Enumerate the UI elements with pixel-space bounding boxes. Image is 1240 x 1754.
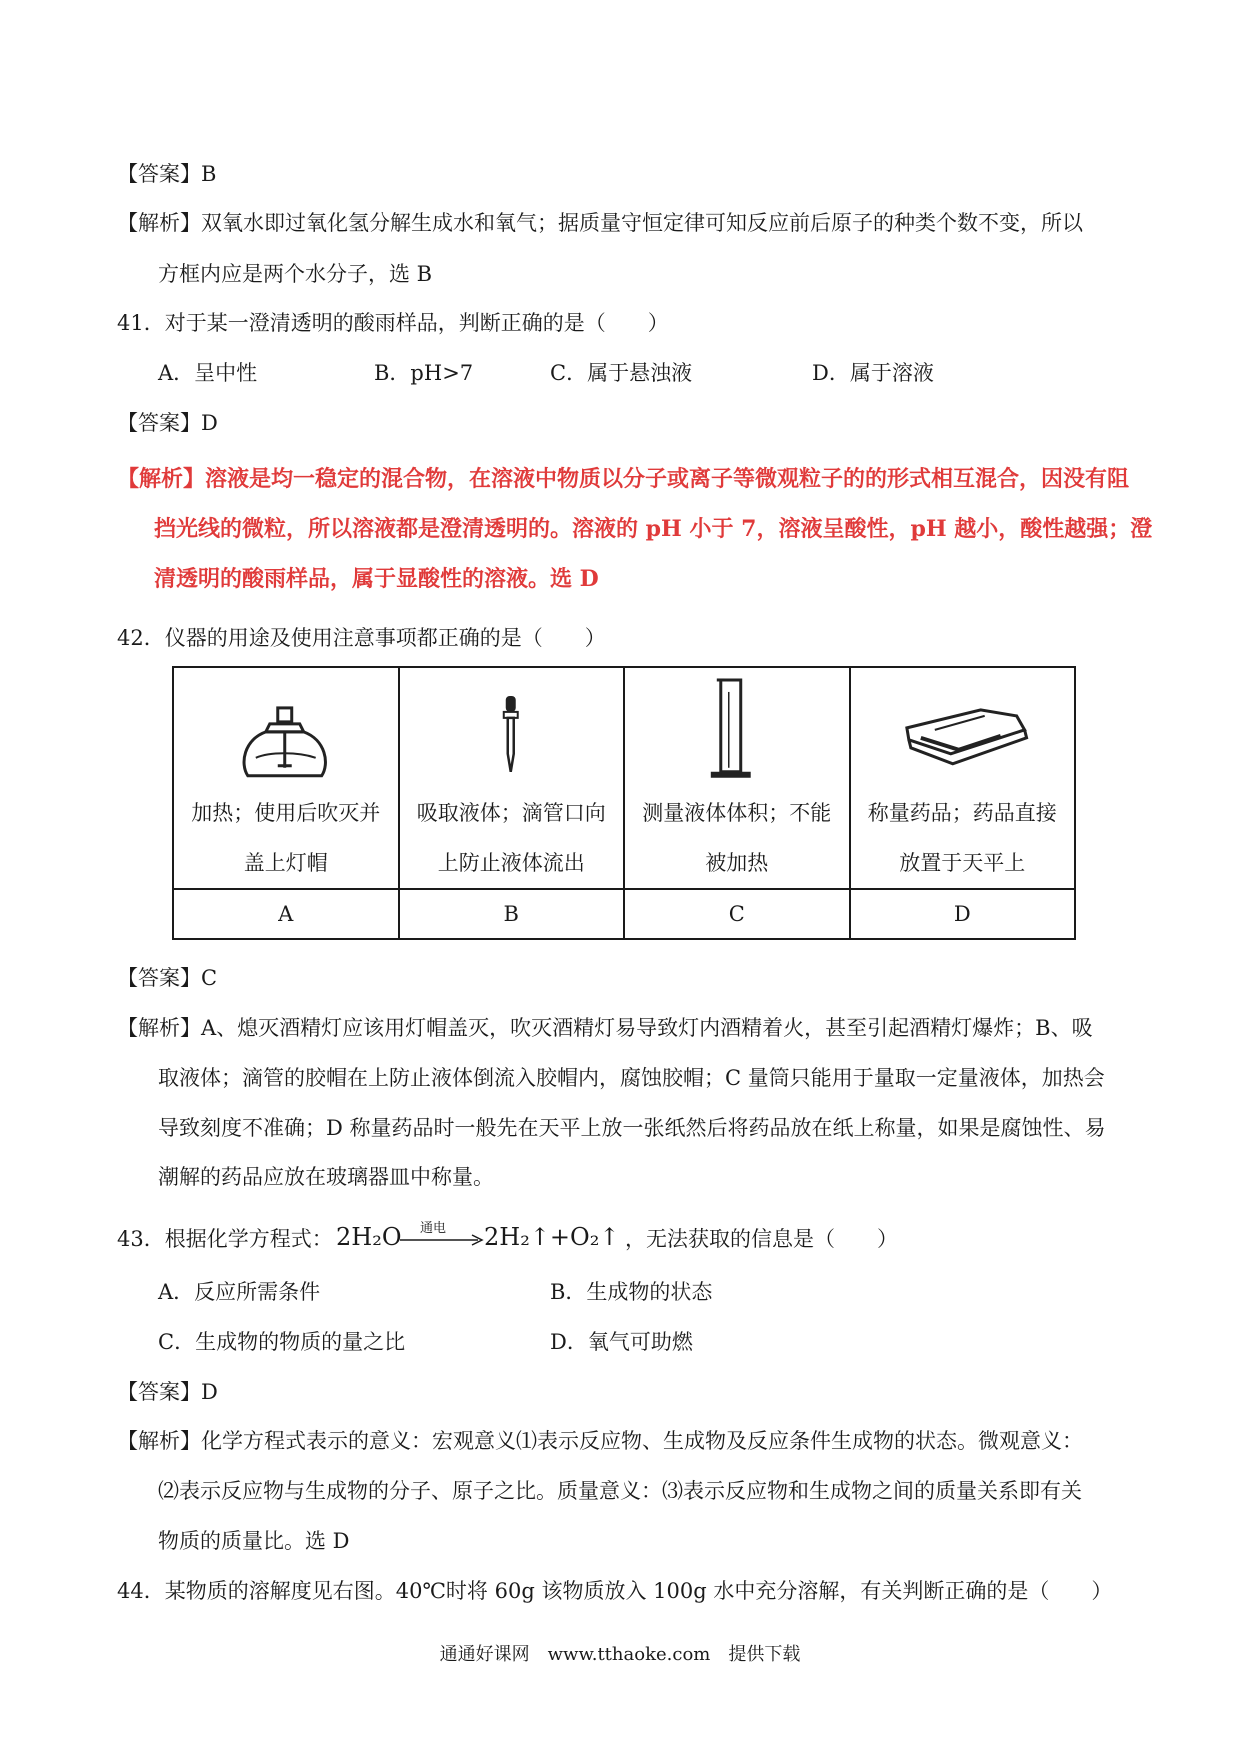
instrument-cell-b [399,667,625,889]
question-43-suffix: ，无法获取的信息是（ ） [625,1227,898,1251]
dropper-icon [400,668,623,786]
instrument-cell-c [624,667,850,889]
alcohol-lamp-icon [174,668,397,786]
cell-a-description: 加热；使用后吹灭并 盖上灯帽 [191,801,381,875]
q41-option-d: D．属于溶液 [812,361,934,385]
question-44: 44．某物质的溶解度见右图。40℃时将 60g 该物质放入 100g 水中充分溶解，有关判断正确的是（ ） [117,1579,1113,1603]
explanation-43-line3: 物质的质量比。选 D [158,1529,350,1553]
answer-41: 【答案】D [117,411,218,435]
graduated-cylinder-icon [625,668,848,786]
reaction-arrow-icon [398,1234,484,1246]
explanation-41-line1: 【解析】溶液是均一稳定的混合物，在溶液中物质以分子或离子等微观粒子的的形式相互混合，因没有阻 [117,466,1130,492]
q41-option-b: B．pH>7 [374,361,474,385]
explanation-43-line2: ⑵表示反应物与生成物的分子、原子之比。质量意义：⑶表示反应物和生成物之间的质量关系即有关 [158,1479,1082,1503]
q43-option-c: C．生成物的物质的量之比 [158,1330,406,1354]
explanation-40-line2: 方框内应是两个水分子，选 B [158,262,433,286]
answer-42: 【答案】C [117,966,218,990]
explanation-42-line1: 【解析】A、熄灭酒精灯应该用灯帽盖灭，吹灭酒精灯易导致灯内酒精着火，甚至引起酒精灯爆炸；B、吸 [117,1016,1093,1040]
explanation-42-line3: 导致刻度不准确；D 称量药品时一般先在天平上放一张纸然后将药品放在纸上称量，如果是腐蚀性、易 [158,1116,1106,1140]
cell-label-b: B [399,889,625,939]
cell-b-description: 吸取液体；滴管口向 上防止液体流出 [416,801,606,875]
cell-d-description: 称量药品；药品直接 放置于天平上 [867,801,1057,875]
explanation-40-line1: 【解析】双氧水即过氧化氢分解生成水和氧气；据质量守恒定律可知反应前后原子的种类个数不变，所以 [117,211,1083,235]
instrument-cell-a [173,667,399,889]
explanation-41-line3: 清透明的酸雨样品，属于显酸性的溶液。选 D [154,566,599,592]
q43-option-d: D．氧气可助燃 [550,1330,693,1354]
explanation-42-line2: 取液体；滴管的胶帽在上防止液体倒流入胶帽内，腐蚀胶帽；C 量筒只能用于量取一定量液体，加热会 [158,1066,1105,1090]
explanation-42-line4: 潮解的药品应放在玻璃器皿中称量。 [158,1165,494,1189]
instrument-table [172,666,1076,940]
explanation-41-line2: 挡光线的微粒，所以溶液都是澄清透明的。溶液的 pH 小于 7，溶液呈酸性，pH 越小，酸性越强；澄 [154,516,1153,542]
q41-option-a: A．呈中性 [158,361,258,385]
q43-option-b: B．生成物的状态 [550,1280,713,1304]
answer-40: 【答案】B [117,162,217,186]
cell-c-description: 测量液体体积；不能 被加热 [642,801,832,875]
equation-products: 2H₂↑+O₂↑ [484,1223,620,1251]
explanation-43-line1: 【解析】化学方程式表示的意义：宏观意义⑴表示反应物、生成物及反应条件生成物的状态。微观意义： [117,1429,1083,1453]
question-43-prefix: 43．根据化学方程式： [117,1227,333,1251]
cell-label-c: C [624,889,850,939]
instrument-cell-d [850,667,1076,889]
equation-reactant: 2H₂O [336,1223,402,1251]
question-42: 42．仪器的用途及使用注意事项都正确的是（ ） [117,626,606,650]
balance-icon [851,668,1074,786]
question-41: 41．对于某一澄清透明的酸雨样品，判断正确的是（ ） [117,311,669,335]
page-footer: 通通好课网 www.tthaoke.com 提供下载 [439,1644,801,1665]
equation-condition: 通电 [420,1221,447,1236]
cell-label-d: D [850,889,1076,939]
q43-option-a: A．反应所需条件 [158,1280,321,1304]
q41-option-c: C．属于悬浊液 [550,361,693,385]
cell-label-a: A [173,889,399,939]
answer-43: 【答案】D [117,1380,218,1404]
